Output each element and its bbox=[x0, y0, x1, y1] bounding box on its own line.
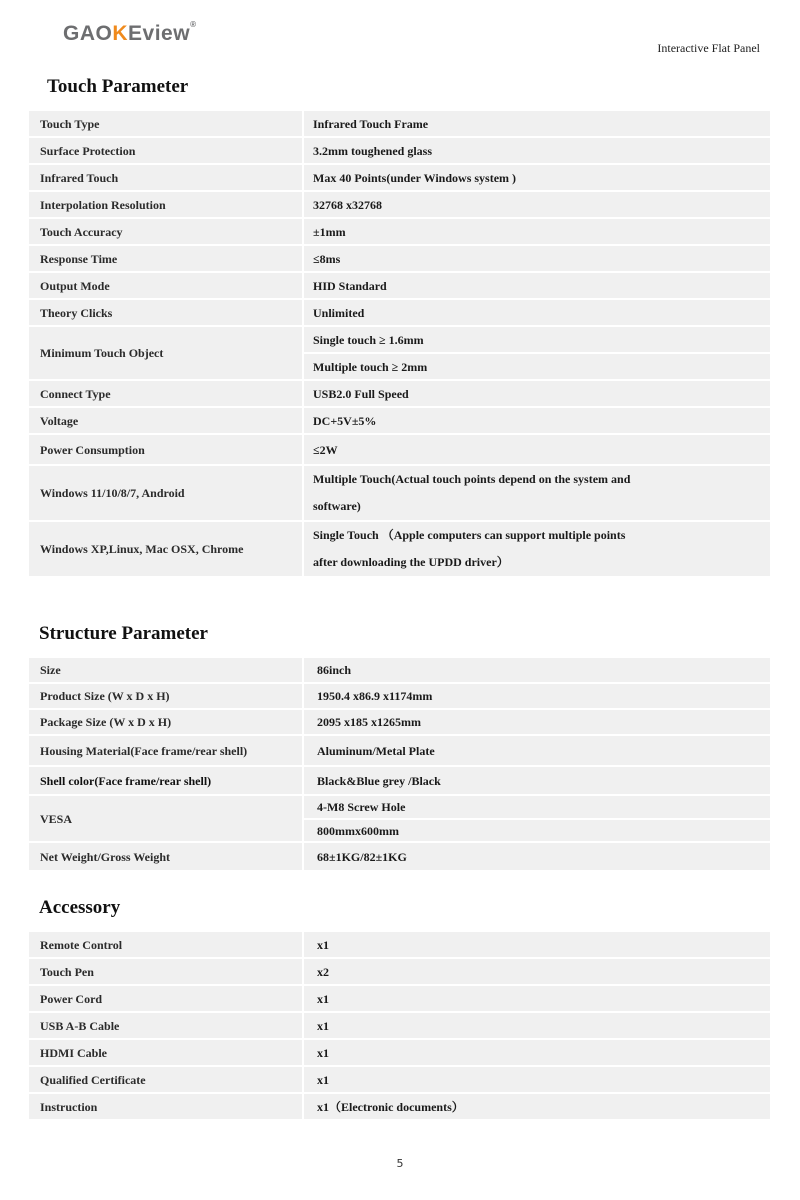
row-value: 68±1KG/82±1KG bbox=[303, 842, 771, 871]
row-label: Windows 11/10/8/7, Android bbox=[28, 465, 303, 521]
row-label: Connect Type bbox=[28, 380, 303, 407]
table-row bbox=[28, 985, 771, 1012]
row-label: Remote Control bbox=[28, 931, 303, 958]
table-row bbox=[28, 272, 771, 299]
brand-logo bbox=[63, 22, 196, 46]
table-row bbox=[28, 683, 771, 709]
row-value: Black&Blue grey /Black bbox=[303, 766, 771, 795]
row-value: Single touch ≥ 1.6mm bbox=[303, 326, 771, 353]
table-row bbox=[28, 218, 771, 245]
row-label: USB A-B Cable bbox=[28, 1012, 303, 1039]
row-value: x2 bbox=[303, 958, 771, 985]
row-value: x1 bbox=[303, 931, 771, 958]
row-label: Net Weight/Gross Weight bbox=[28, 842, 303, 871]
row-value: Multiple touch ≥ 2mm bbox=[303, 353, 771, 380]
table-row bbox=[28, 326, 771, 353]
table-row bbox=[28, 735, 771, 766]
row-value: x1 bbox=[303, 1012, 771, 1039]
row-value: 800mmx600mm bbox=[303, 819, 771, 842]
row-label: VESA bbox=[28, 795, 303, 842]
table-row bbox=[28, 434, 771, 465]
table-row bbox=[28, 521, 771, 577]
table-row bbox=[28, 842, 771, 871]
row-label: Output Mode bbox=[28, 272, 303, 299]
table-row bbox=[28, 1093, 771, 1120]
row-value: x1 bbox=[303, 1066, 771, 1093]
table-row bbox=[28, 1012, 771, 1039]
section-title-accessory: Accessory bbox=[39, 897, 121, 918]
row-label: Infrared Touch bbox=[28, 164, 303, 191]
row-label: HDMI Cable bbox=[28, 1039, 303, 1066]
table-row bbox=[28, 245, 771, 272]
row-value: x1（Electronic documents） bbox=[303, 1093, 771, 1120]
table-row bbox=[28, 110, 771, 137]
page-number: 5 bbox=[396, 1157, 404, 1170]
table-row bbox=[28, 795, 771, 819]
table-row bbox=[28, 709, 771, 735]
row-value: 32768 x32768 bbox=[303, 191, 771, 218]
row-value: HID Standard bbox=[303, 272, 771, 299]
row-value: Max 40 Points(under Windows system ) bbox=[303, 164, 771, 191]
section-title-touch: Touch Parameter bbox=[47, 76, 189, 97]
table-row bbox=[28, 766, 771, 795]
row-label: Voltage bbox=[28, 407, 303, 434]
row-value: 4-M8 Screw Hole bbox=[303, 795, 771, 819]
row-label: Windows XP,Linux, Mac OSX, Chrome bbox=[28, 521, 303, 577]
row-label: Touch Pen bbox=[28, 958, 303, 985]
table-row bbox=[28, 1039, 771, 1066]
row-label: Touch Accuracy bbox=[28, 218, 303, 245]
row-label: Package Size (W x D x H) bbox=[28, 709, 303, 735]
row-value: 86inch bbox=[303, 657, 771, 683]
logo-text: view bbox=[142, 22, 191, 45]
row-label: Power Consumption bbox=[28, 434, 303, 465]
row-label: Power Cord bbox=[28, 985, 303, 1012]
table-row bbox=[28, 137, 771, 164]
row-value: Aluminum/Metal Plate bbox=[303, 735, 771, 766]
row-label: Product Size (W x D x H) bbox=[28, 683, 303, 709]
row-label: Surface Protection bbox=[28, 137, 303, 164]
logo-text: GAO bbox=[63, 22, 113, 45]
table-row bbox=[28, 931, 771, 958]
row-value: 3.2mm toughened glass bbox=[303, 137, 771, 164]
row-value: DC+5V±5% bbox=[303, 407, 771, 434]
table-row bbox=[28, 465, 771, 521]
row-label: Minimum Touch Object bbox=[28, 326, 303, 380]
structure-parameter-table bbox=[27, 656, 772, 872]
row-value: 2095 x185 x1265mm bbox=[303, 709, 771, 735]
row-value: ±1mm bbox=[303, 218, 771, 245]
row-label: Instruction bbox=[28, 1093, 303, 1120]
logo-text: E bbox=[128, 22, 143, 45]
table-row bbox=[28, 1066, 771, 1093]
row-value: 1950.4 x86.9 x1174mm bbox=[303, 683, 771, 709]
section-title-structure: Structure Parameter bbox=[39, 623, 208, 644]
row-label: Size bbox=[28, 657, 303, 683]
row-label: Interpolation Resolution bbox=[28, 191, 303, 218]
row-label: Theory Clicks bbox=[28, 299, 303, 326]
touch-parameter-table bbox=[27, 109, 772, 578]
row-value: Unlimited bbox=[303, 299, 771, 326]
row-value: x1 bbox=[303, 985, 771, 1012]
row-value: Single Touch （Apple computers can support multiple points after downloading the UPDD driver） bbox=[303, 521, 771, 577]
row-label: Qualified Certificate bbox=[28, 1066, 303, 1093]
registered-mark: ® bbox=[190, 20, 197, 29]
logo-text-accent: K bbox=[112, 22, 129, 45]
table-row bbox=[28, 191, 771, 218]
row-value: Infrared Touch Frame bbox=[303, 110, 771, 137]
table-row bbox=[28, 164, 771, 191]
row-value: ≤2W bbox=[303, 434, 771, 465]
row-label: Housing Material(Face frame/rear shell) bbox=[28, 735, 303, 766]
row-label: Shell color(Face frame/rear shell) bbox=[28, 766, 303, 795]
accessory-table bbox=[27, 930, 772, 1121]
table-row bbox=[28, 958, 771, 985]
document-title: Interactive Flat Panel bbox=[657, 41, 760, 55]
table-row bbox=[28, 407, 771, 434]
row-value: ≤8ms bbox=[303, 245, 771, 272]
row-label: Touch Type bbox=[28, 110, 303, 137]
row-value: Multiple Touch(Actual touch points depend on the system and software) bbox=[303, 465, 771, 521]
table-row bbox=[28, 657, 771, 683]
row-label: Response Time bbox=[28, 245, 303, 272]
row-value: USB2.0 Full Speed bbox=[303, 380, 771, 407]
row-value: x1 bbox=[303, 1039, 771, 1066]
table-row bbox=[28, 380, 771, 407]
table-row bbox=[28, 299, 771, 326]
